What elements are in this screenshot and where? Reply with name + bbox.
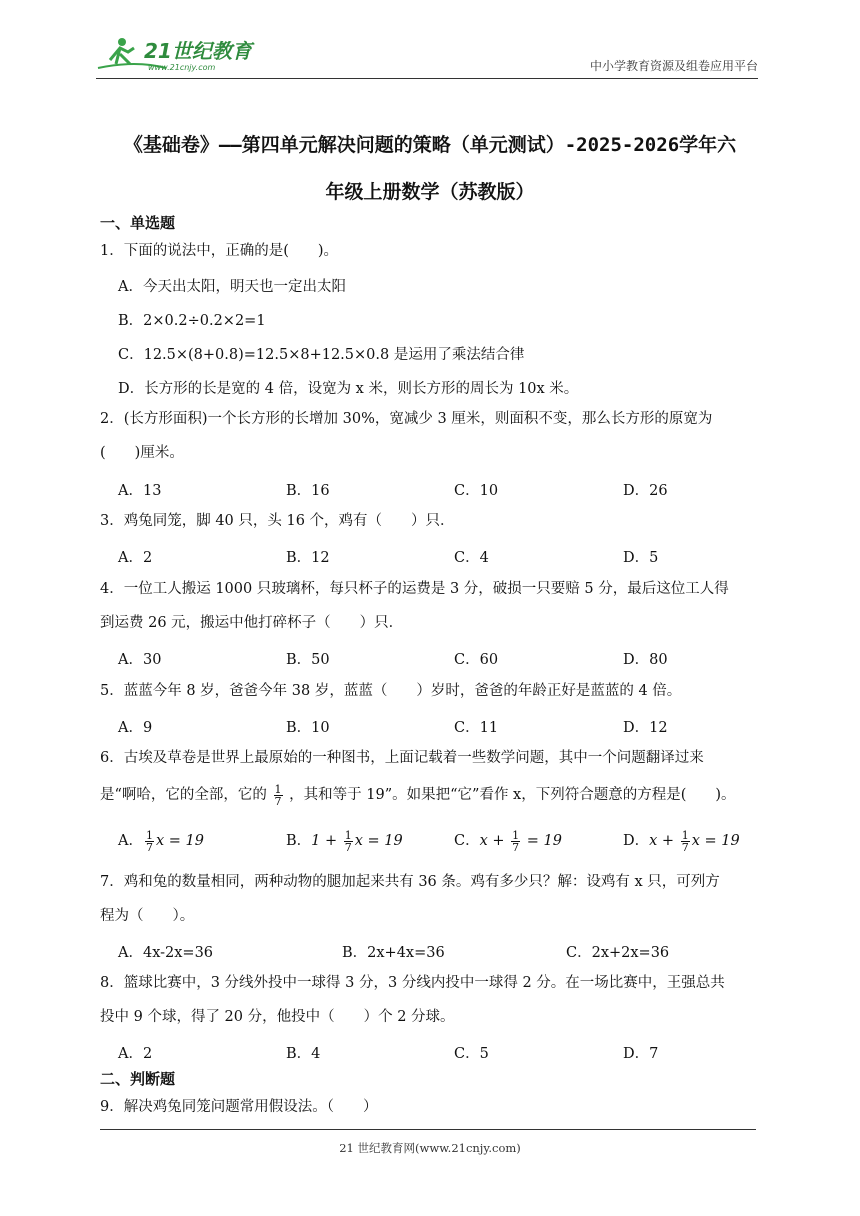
q1-option-a: A．今天出太阳，明天也一定出太阳	[118, 279, 346, 295]
q7-stem-line-2: 程为（ ）。	[100, 908, 195, 924]
logo-sub: www.21cnjy.com	[148, 63, 216, 72]
q2-option-a: A．13	[118, 483, 162, 499]
q8-stem-line-2: 投中 9 个球，得了 20 分，他投中（ ）个 2 分球。	[100, 1009, 455, 1025]
question-3-stem: 3．鸡兔同笼，脚 40 只，头 16 个，鸡有（ ）只．	[100, 513, 455, 529]
footer-divider	[100, 1129, 756, 1130]
q5-option-c: C．11	[454, 720, 499, 736]
question-6-stem	[100, 741, 762, 815]
section-heading-true-false: 二、判断题	[100, 1070, 176, 1088]
q5-option-b: B．10	[286, 720, 330, 736]
q2-option-d: D．26	[623, 483, 668, 499]
q6-option-b: B．1 + $\frac{1}{7}$ x = 19	[286, 828, 403, 854]
q7-option-b: B．2x+4x=36	[342, 945, 445, 961]
q6-option-d: D．x + $\frac{1}{7}$ x = 19	[623, 828, 740, 854]
logo-21cnjy	[96, 34, 266, 74]
question-2-stem	[100, 402, 762, 470]
q6-stem-line-2	[100, 775, 762, 815]
q4-option-b: B．50	[286, 652, 330, 668]
q2-stem-line-2: ( )厘米。	[100, 445, 184, 461]
header-platform-text: 中小学教育资源及组卷应用平台	[589, 59, 758, 73]
logo-text: 21世纪教育	[144, 39, 252, 63]
question-8-stem	[100, 966, 762, 1034]
q8-option-d: D．7	[623, 1046, 659, 1062]
q6-stem-line-1: 6．古埃及草卷是世界上最原始的一种图书，上面记载着一些数学问题，其中一个问题翻译过来	[100, 750, 704, 766]
q1-option-b: B．2×0.2÷0.2×2=1	[118, 313, 266, 329]
q6-option-a: A． $\frac{1}{7}$ x = 19	[118, 828, 204, 854]
q4-option-a: A．30	[118, 652, 162, 668]
title-line-1: 《基础卷》——第四单元解决问题的策略（单元测试）-2025-2026学年六	[123, 134, 737, 156]
title-line-2: 年级上册数学（苏教版）	[325, 181, 535, 203]
q2-option-b: B．16	[286, 483, 330, 499]
question-9-stem: 9．解决鸡兔同笼问题常用假设法。（ ）	[100, 1099, 378, 1115]
q3-option-b: B．12	[286, 550, 330, 566]
q6-options	[118, 829, 758, 855]
q5-option-d: D．12	[623, 720, 668, 736]
q1-option-c: C．12.5×(8+0.8)=12.5×8+12.5×0.8 是运用了乘法结合律	[118, 347, 525, 363]
q2-stem-line-1: 2．(长方形面积)一个长方形的长增加 30%，宽减少 3 厘米，则面积不变，那么长方形的原宽为	[100, 411, 713, 427]
q6-option-c: C．x + $\frac{1}{7}$ = 19	[454, 828, 562, 854]
q7-option-c: C．2x+2x=36	[566, 945, 670, 961]
q8-option-c: C．5	[454, 1046, 489, 1062]
q4-stem-line-1: 4．一位工人搬运 1000 只玻璃杯，每只杯子的运费是 3 分，破损一只要赔 5 分，最后这位工人得	[100, 581, 729, 597]
question-5-stem: 5．蓝蓝今年 8 岁，爸爸今年 38 岁，蓝蓝（ ）岁时，爸爸的年龄正好是蓝蓝的 4 倍。	[100, 683, 682, 699]
q7-option-a: A．4x-2x=36	[118, 945, 214, 961]
q4-option-d: D．80	[623, 652, 668, 668]
q8-option-a: A．2	[118, 1046, 153, 1062]
q1-option-d: D．长方形的长是宽的 4 倍，设宽为 x 米，则长方形的周长为 10x 米。	[118, 381, 579, 397]
q6-stem-line-2-end: ，其和等于 19”。如果把“它”看作 x，下列符合题意的方程是( )。	[289, 787, 736, 803]
section-heading-single-choice: 一、单选题	[100, 214, 176, 232]
q3-option-c: C．4	[454, 550, 489, 566]
q7-stem-line-1: 7．鸡和兔的数量相同，两种动物的腿加起来共有 36 条。鸡有多少只？解：设鸡有 x 只，可列方	[100, 874, 720, 890]
fraction-one-seventh: $\frac{1}{7}$	[274, 782, 282, 808]
q6-stem-line-2-start: 是“啊哈，它的全部，它的	[100, 787, 267, 803]
q3-option-d: D．5	[623, 550, 659, 566]
q3-option-a: A．2	[118, 550, 153, 566]
q2-option-c: C．10	[454, 483, 499, 499]
q5-option-a: A．9	[118, 720, 153, 736]
q8-option-b: B．4	[286, 1046, 321, 1062]
page-header	[96, 34, 758, 79]
q4-stem-line-2: 到运费 26 元，搬运中他打碎杯子（ ）只．	[100, 615, 404, 631]
page-footer: 21 世纪教育网(www.21cnjy.com)	[339, 1141, 521, 1155]
q8-stem-line-1: 8．篮球比赛中，3 分线外投中一球得 3 分，3 分线内投中一球得 2 分。在一场比赛中，王强总共	[100, 975, 725, 991]
question-4-stem	[100, 572, 762, 640]
q4-option-c: C．60	[454, 652, 499, 668]
document-title	[100, 122, 760, 216]
question-1-stem: 1．下面的说法中，正确的是( )。	[100, 243, 339, 259]
question-7-stem	[100, 865, 762, 933]
